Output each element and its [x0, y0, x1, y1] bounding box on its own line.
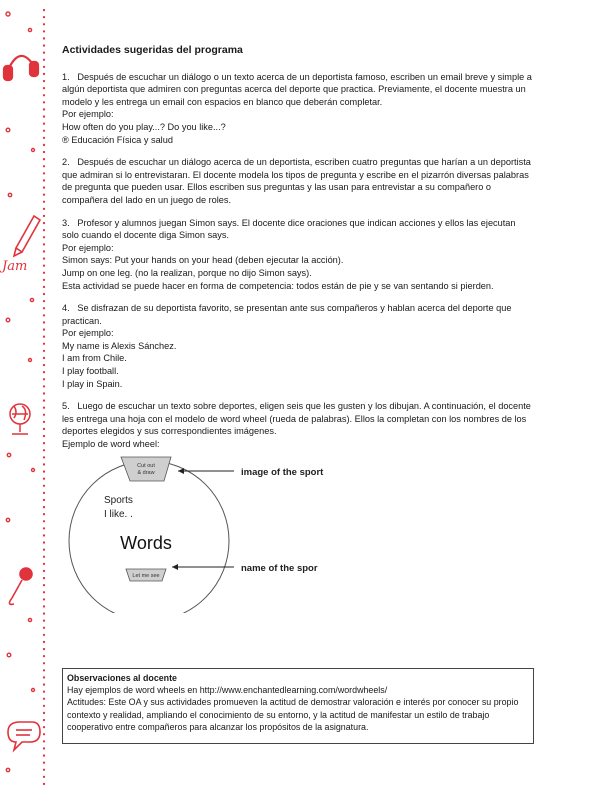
- activity-4: [62, 302, 532, 390]
- activity-description: Después de escuchar un diálogo o un texto acerca de un deportista famoso, escriben un email breve y simple a algún deportista que admiren con preguntas acerca del deporte que practica. Previamente, el docente muestra un modelo y les entrega un email con espacios en blanco que deberán completar.: [62, 71, 532, 107]
- activity-number: 2.: [62, 157, 70, 168]
- bottom-arrow-head: [172, 564, 178, 570]
- activity-text: [62, 156, 532, 206]
- activity-3: [62, 217, 532, 293]
- pencil-icon: [14, 216, 40, 256]
- notes-link-line: Hay ejemplos de word wheels en http://www.enchantedlearning.com/wordwheels/: [67, 685, 388, 696]
- speech-bubble-icon: [8, 722, 40, 750]
- example-text: How often do you play...? Do you like...?: [62, 121, 226, 132]
- notes-attitudes-line: Actitudes: Este OA y sus actividades promueven la actitud de demostrar valoración e interés por conocer su propio contexto y realidad, ampliando el conocimiento de su entorno, y la actitud de manifestar un estilo de trabajo cooperativo entre compañeros para alcanzar los propósitos de la asignatura.: [67, 697, 519, 732]
- cross-subject-link: ® Educación Física y salud: [62, 134, 173, 145]
- teacher-notes-box: [62, 668, 534, 744]
- example-text: I play football.: [62, 366, 119, 377]
- example-text: I play in Spain.: [62, 378, 123, 389]
- i-like-text: I like. .: [104, 508, 133, 520]
- activity-number: 4.: [62, 303, 70, 314]
- jam-text: Jam: [2, 259, 28, 274]
- example-text: Jump on one leg. (no la realizan, porque no dijo Simon says).: [62, 267, 312, 278]
- activity-number: 1.: [62, 71, 70, 82]
- activity-1: [62, 71, 532, 147]
- example-text: My name is Alexis Sánchez.: [62, 340, 177, 351]
- top-arrow-head: [178, 468, 184, 474]
- activity-2: [62, 156, 532, 206]
- activity-description: Se disfrazan de su deportista favorito, se presentan ante sus compañeros y hablan acerca del deporte que practican.: [62, 303, 512, 326]
- top-arrow-label: image of the sport: [241, 466, 324, 478]
- activity-text: [62, 217, 532, 242]
- activity-number: 5.: [62, 401, 70, 412]
- sports-text: Sports: [104, 494, 133, 506]
- example-label: Por ejemplo:: [62, 109, 114, 120]
- top-box-text: Cut out: [137, 462, 155, 469]
- activity-number: 3.: [62, 217, 70, 228]
- top-box-text: & draw: [137, 469, 155, 476]
- bottom-box-text: Let me see: [132, 572, 160, 579]
- activity-note: Esta actividad se puede hacer en forma de competencia: todos están de pie y se van sentando si pierden.: [62, 280, 494, 291]
- headphones-icon: [4, 56, 38, 80]
- example-text: Simon says: Put your hands on your head (deben ejecutar la acción).: [62, 255, 344, 266]
- example-label: Por ejemplo:: [62, 242, 114, 253]
- activity-description: Luego de escuchar un texto sobre deportes, eligen seis que les gusten y los dibujan. A continuación, el docente les entrega una hoja con el modelo de word wheel (rueda de palabras). Ellos la completan con los nombres de los deportes elegidos y sus correspondientes imágenes.: [62, 401, 531, 437]
- example-label: Por ejemplo:: [62, 328, 114, 339]
- center-word: Words: [120, 532, 172, 553]
- globe-icon: [10, 404, 30, 434]
- activity-text: [62, 71, 532, 109]
- activity-text: [62, 302, 532, 327]
- bottom-arrow-label: name of the spor: [241, 562, 318, 574]
- activity-text: [62, 400, 532, 438]
- example-text: I am from Chile.: [62, 353, 127, 364]
- main-content: [62, 44, 532, 616]
- top-image-box: [121, 457, 171, 481]
- activity-description: Profesor y alumnos juegan Simon says. El docente dice oraciones que indican acciones y ellos las ejecutan solo cuando el docente diga Simon says.: [62, 217, 516, 241]
- example-label: Ejemplo de word wheel:: [62, 439, 160, 450]
- page-title: Actividades sugeridas del programa: [62, 44, 243, 56]
- notes-title: Observaciones al docente: [67, 673, 177, 683]
- margin-decoration: [0, 0, 58, 800]
- microphone-icon: [9, 568, 32, 604]
- activity-5: [62, 400, 532, 450]
- activity-description: Después de escuchar un diálogo acerca de un deportista, escriben cuatro preguntas que harían a un deportista que admiran si lo entrevistaran. El docente modela los tipos de pregunta y escribe en el pizarrón diversas palabras de pregunta que pueden usar. Ellos escriben sus preguntas y las usan para entrevistar a su compañero o compañera del lado en un juego de roles.: [62, 157, 531, 205]
- word-wheel-diagram: [66, 453, 366, 613]
